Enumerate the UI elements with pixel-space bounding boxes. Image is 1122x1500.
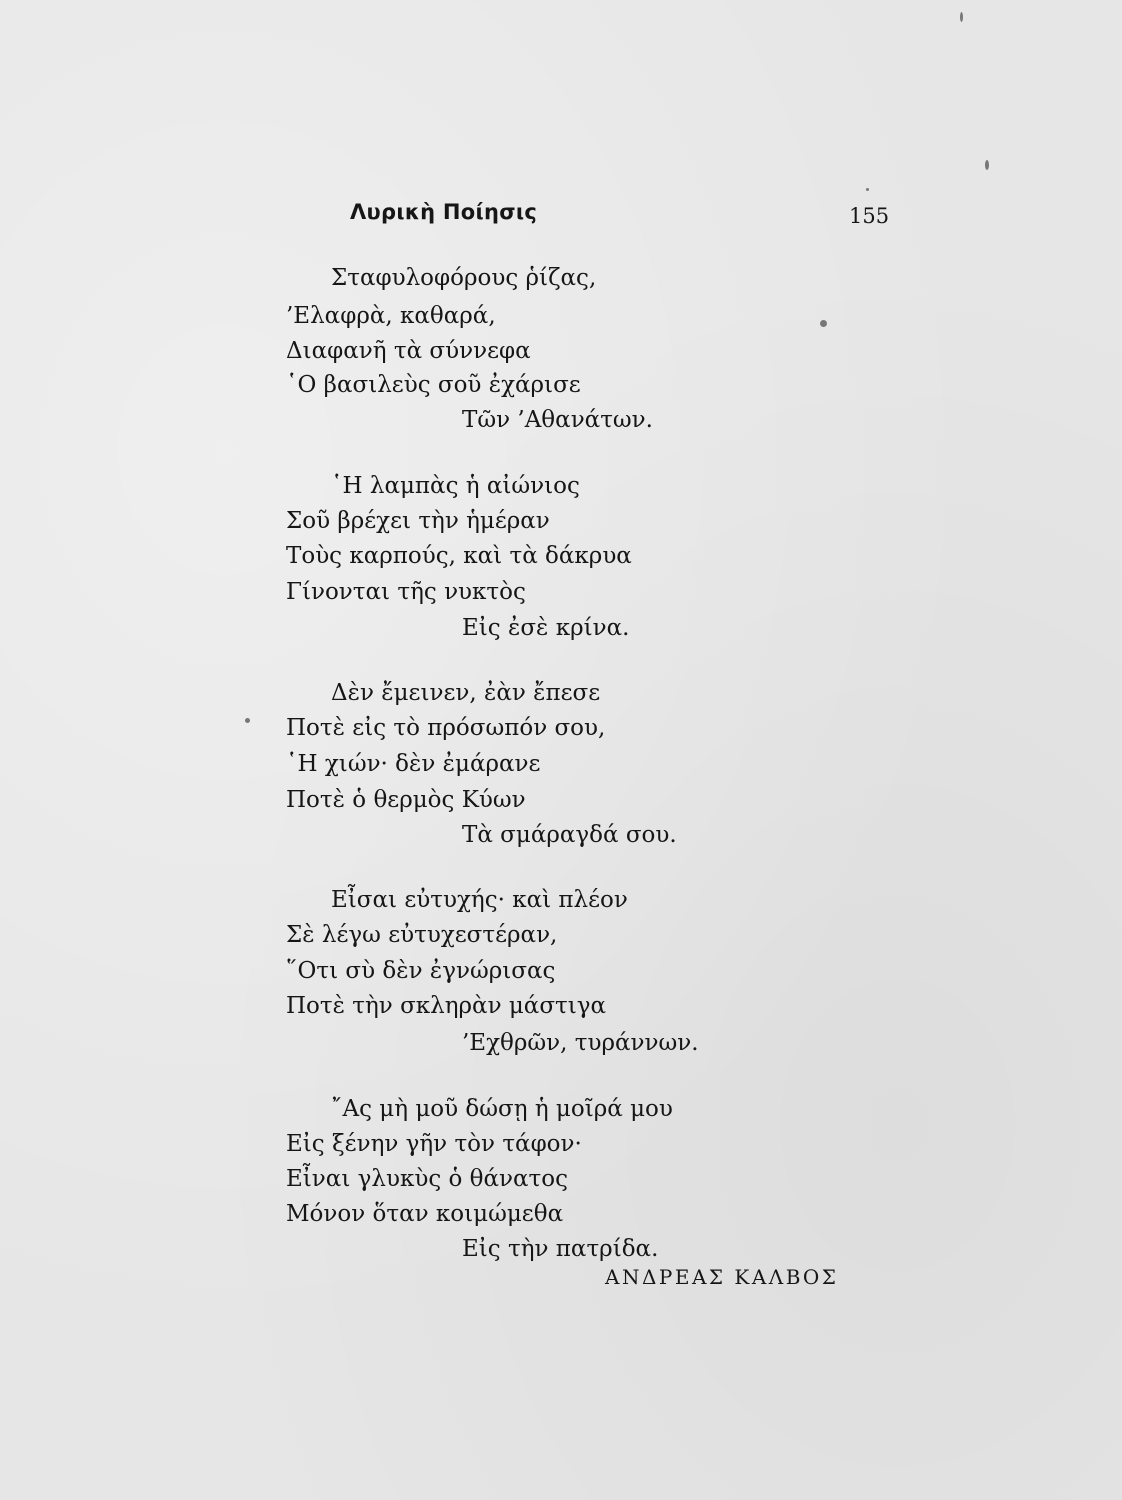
poem-line: Τοὺς καρπούς, καὶ τὰ δάκρυα (286, 543, 632, 569)
poem-line: Ποτὲ ὁ θερμὸς Κύων (286, 787, 526, 813)
poem-line: ῾Η λαμπὰς ἡ αἰώνιος (331, 473, 580, 499)
poem-line: ’Ελαφρὰ, καθαρά, (286, 303, 496, 329)
poem-line: Μόνον ὅταν κοιμώμεθα (286, 1201, 564, 1227)
poem-line: ῞Οτι σὺ δὲν ἐγνώρισας (286, 958, 556, 984)
poem-line: Εἰς ξένην γῆν τὸν τάφον· (286, 1131, 582, 1157)
poem-line: Εἰς τὴν πατρίδα. (462, 1236, 659, 1262)
poem-line: ῾Ο βασιλεὺς σοῦ ἐχάρισε (286, 372, 581, 398)
poem-line: ῾Η χιών· δὲν ἐμάρανε (286, 751, 541, 777)
poem-line: Τὰ σμάραγδά σου. (462, 822, 677, 848)
poem-line: Ποτὲ τὴν σκληρὰν μάστιγα (286, 993, 607, 1019)
paper-speck (960, 12, 963, 22)
poem-line: Εἶσαι εὐτυχής· καὶ πλέον (331, 887, 628, 913)
poem-line: Διαφανῆ τὰ σύννεφα (286, 338, 531, 364)
poem-line: Τῶν ’Αθανάτων. (462, 407, 653, 433)
paper-speck (866, 188, 869, 191)
poem-line: Σὲ λέγω εὐτυχεστέραν, (286, 922, 558, 948)
paper-speck (985, 160, 989, 170)
poem-line: Δὲν ἔμεινεν, ἐὰν ἔπεσε (331, 680, 601, 706)
poem-line: Εἰς ἐσὲ κρίνα. (462, 615, 630, 641)
page-number: 155 (849, 204, 890, 228)
poem-line: Εἶναι γλυκὺς ὁ θάνατος (286, 1166, 569, 1192)
poem-line: Ποτὲ εἰς τὸ πρόσωπόν σου, (286, 715, 606, 741)
poem-line: ῎Ας μὴ μοῦ δώσῃ ἡ μοῖρά μου (331, 1096, 673, 1122)
paper-speck (820, 320, 827, 327)
author-signature: ΑΝΔΡΕΑΣ ΚΑΛΒΟΣ (605, 1265, 839, 1289)
poem-line: Γίνονται τῆς νυκτὸς (286, 579, 526, 605)
running-title: Λυρικὴ Ποίησις (350, 200, 538, 224)
poem-line: ’Εχθρῶν, τυράννων. (462, 1030, 699, 1056)
poem-line: Σοῦ βρέχει τὴν ἡμέραν (286, 508, 550, 534)
paper-speck (245, 718, 250, 723)
poem-line: Σταφυλοφόρους ῥίζας, (331, 265, 597, 291)
